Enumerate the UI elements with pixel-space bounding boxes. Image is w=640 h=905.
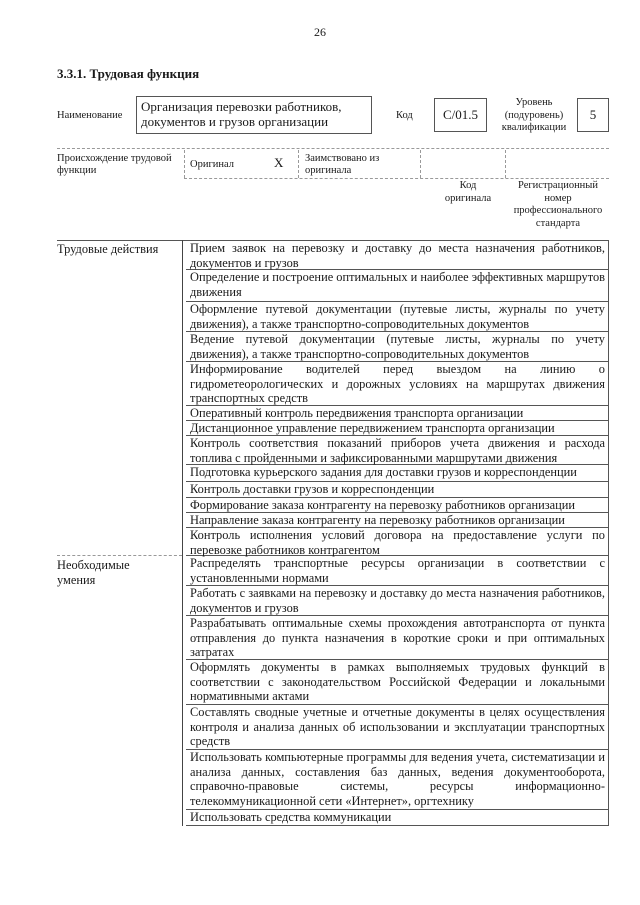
labor-action-item: Оформление путевой документации (путевые листы, журналы по учету движения), а также транспортно-сопроводительных документов [186,302,608,332]
origin-divider-3 [420,150,421,178]
name-value: Организация перевозки работников, документов и грузов организации [141,99,342,129]
labor-action-item: Контроль соответствия показаний приборов учета движения и расхода топлива с пройденными и зафиксированными маршрутами движения [186,436,608,465]
skill-item: Разрабатывать оптимальные схемы прохождения автотранспорта от пункта отправления до пункта назначения в короткие сроки и при оптимальных затратах [186,616,608,660]
table-column-divider [182,240,183,826]
skill-item: Использовать средства коммуникации [186,810,608,826]
labor-action-item: Контроль исполнения условий договора на предоставление услуги по перевозке работников контрагентом [186,528,608,556]
skill-item: Использовать компьютерные программы для ведения учета, систематизации и анализа данных, составления баз данных, ведения документооборота, справочно-правовые системы, ресурсы информационно-телекоммуникационной сети «Интернет», оргтехнику [186,750,608,810]
labor-action-item: Определение и построение оптимальных и наиболее эффективных маршрутов движения [186,270,608,302]
table-right-border [608,240,609,826]
skill-item: Распределять транспортные ресурсы организации в соответствии с установленными нормами [186,556,608,586]
origin-divider-4 [505,150,506,178]
code-label: Код [396,110,413,121]
labor-action-item: Ведение путевой документации (путевые листы, журналы по учету движения), а также транспортно-сопроводительных документов [186,332,608,362]
labor-action-item: Формирование заказа контрагенту на перевозку работников организации [186,498,608,513]
origin-top-line [57,148,609,149]
level-label: Уровень (подуровень) квалификации [501,97,567,133]
section-title: 3.3.1. Трудовая функция [57,66,200,81]
labor-action-item: Оперативный контроль передвижения транспорта организации [186,406,608,421]
origin-bottom-line [184,178,609,179]
skill-item: Составлять сводные учетные и отчетные документы в целях осуществления контроля и анализа данных об использовании и эксплуатации транспортных средств [186,705,608,750]
borrowed-label: Заимствовано из оригинала [305,153,380,176]
labor-action-item: Прием заявок на перевозку и доставку до места назначения работников, документов и грузов [186,241,608,270]
labor-action-item: Информирование водителей перед выездом на линию о гидрометеорологических и дорожных условиях на маршрутах движения транспортных средств [186,362,608,406]
origin-divider-1 [184,150,185,178]
origin-divider-2 [298,150,299,178]
name-label: Наименование [57,110,123,121]
level-value: 5 [589,107,597,122]
code-value-box [434,98,487,132]
level-value-box [577,98,609,132]
name-value-box [136,96,372,134]
page-number: 26 [314,25,326,39]
skill-item: Оформлять документы в рамках выполняемых трудовых функций в соответствии с законодательством Российской Федерации и локальными нормативными актами [186,660,608,705]
original-mark: X [274,155,284,170]
labor-action-item: Подготовка курьерского задания для доставки грузов и корреспонденции [186,465,608,482]
labor-action-item: Контроль доставки грузов и корреспонденции [186,482,608,498]
label-separator-line [57,555,182,556]
orig-code-label: Код оригинала [444,180,492,204]
reg-number-label: Регистрационный номер профессионального стандарта [513,180,603,229]
labor-action-item: Направление заказа контрагенту на перевозку работников организации [186,513,608,528]
original-label: Оригинал [190,159,234,170]
skill-item: Работать с заявками на перевозку и доставку до места назначения работников, документов и грузов [186,586,608,616]
skills-label: Необходимые умения [57,558,130,587]
code-value: C/01.5 [442,107,479,122]
labor-action-item: Дистанционное управление передвижением транспорта организации [186,421,608,436]
origin-label: Происхождение трудовой функции [57,153,172,176]
labor-actions-label: Трудовые действия [57,242,159,256]
